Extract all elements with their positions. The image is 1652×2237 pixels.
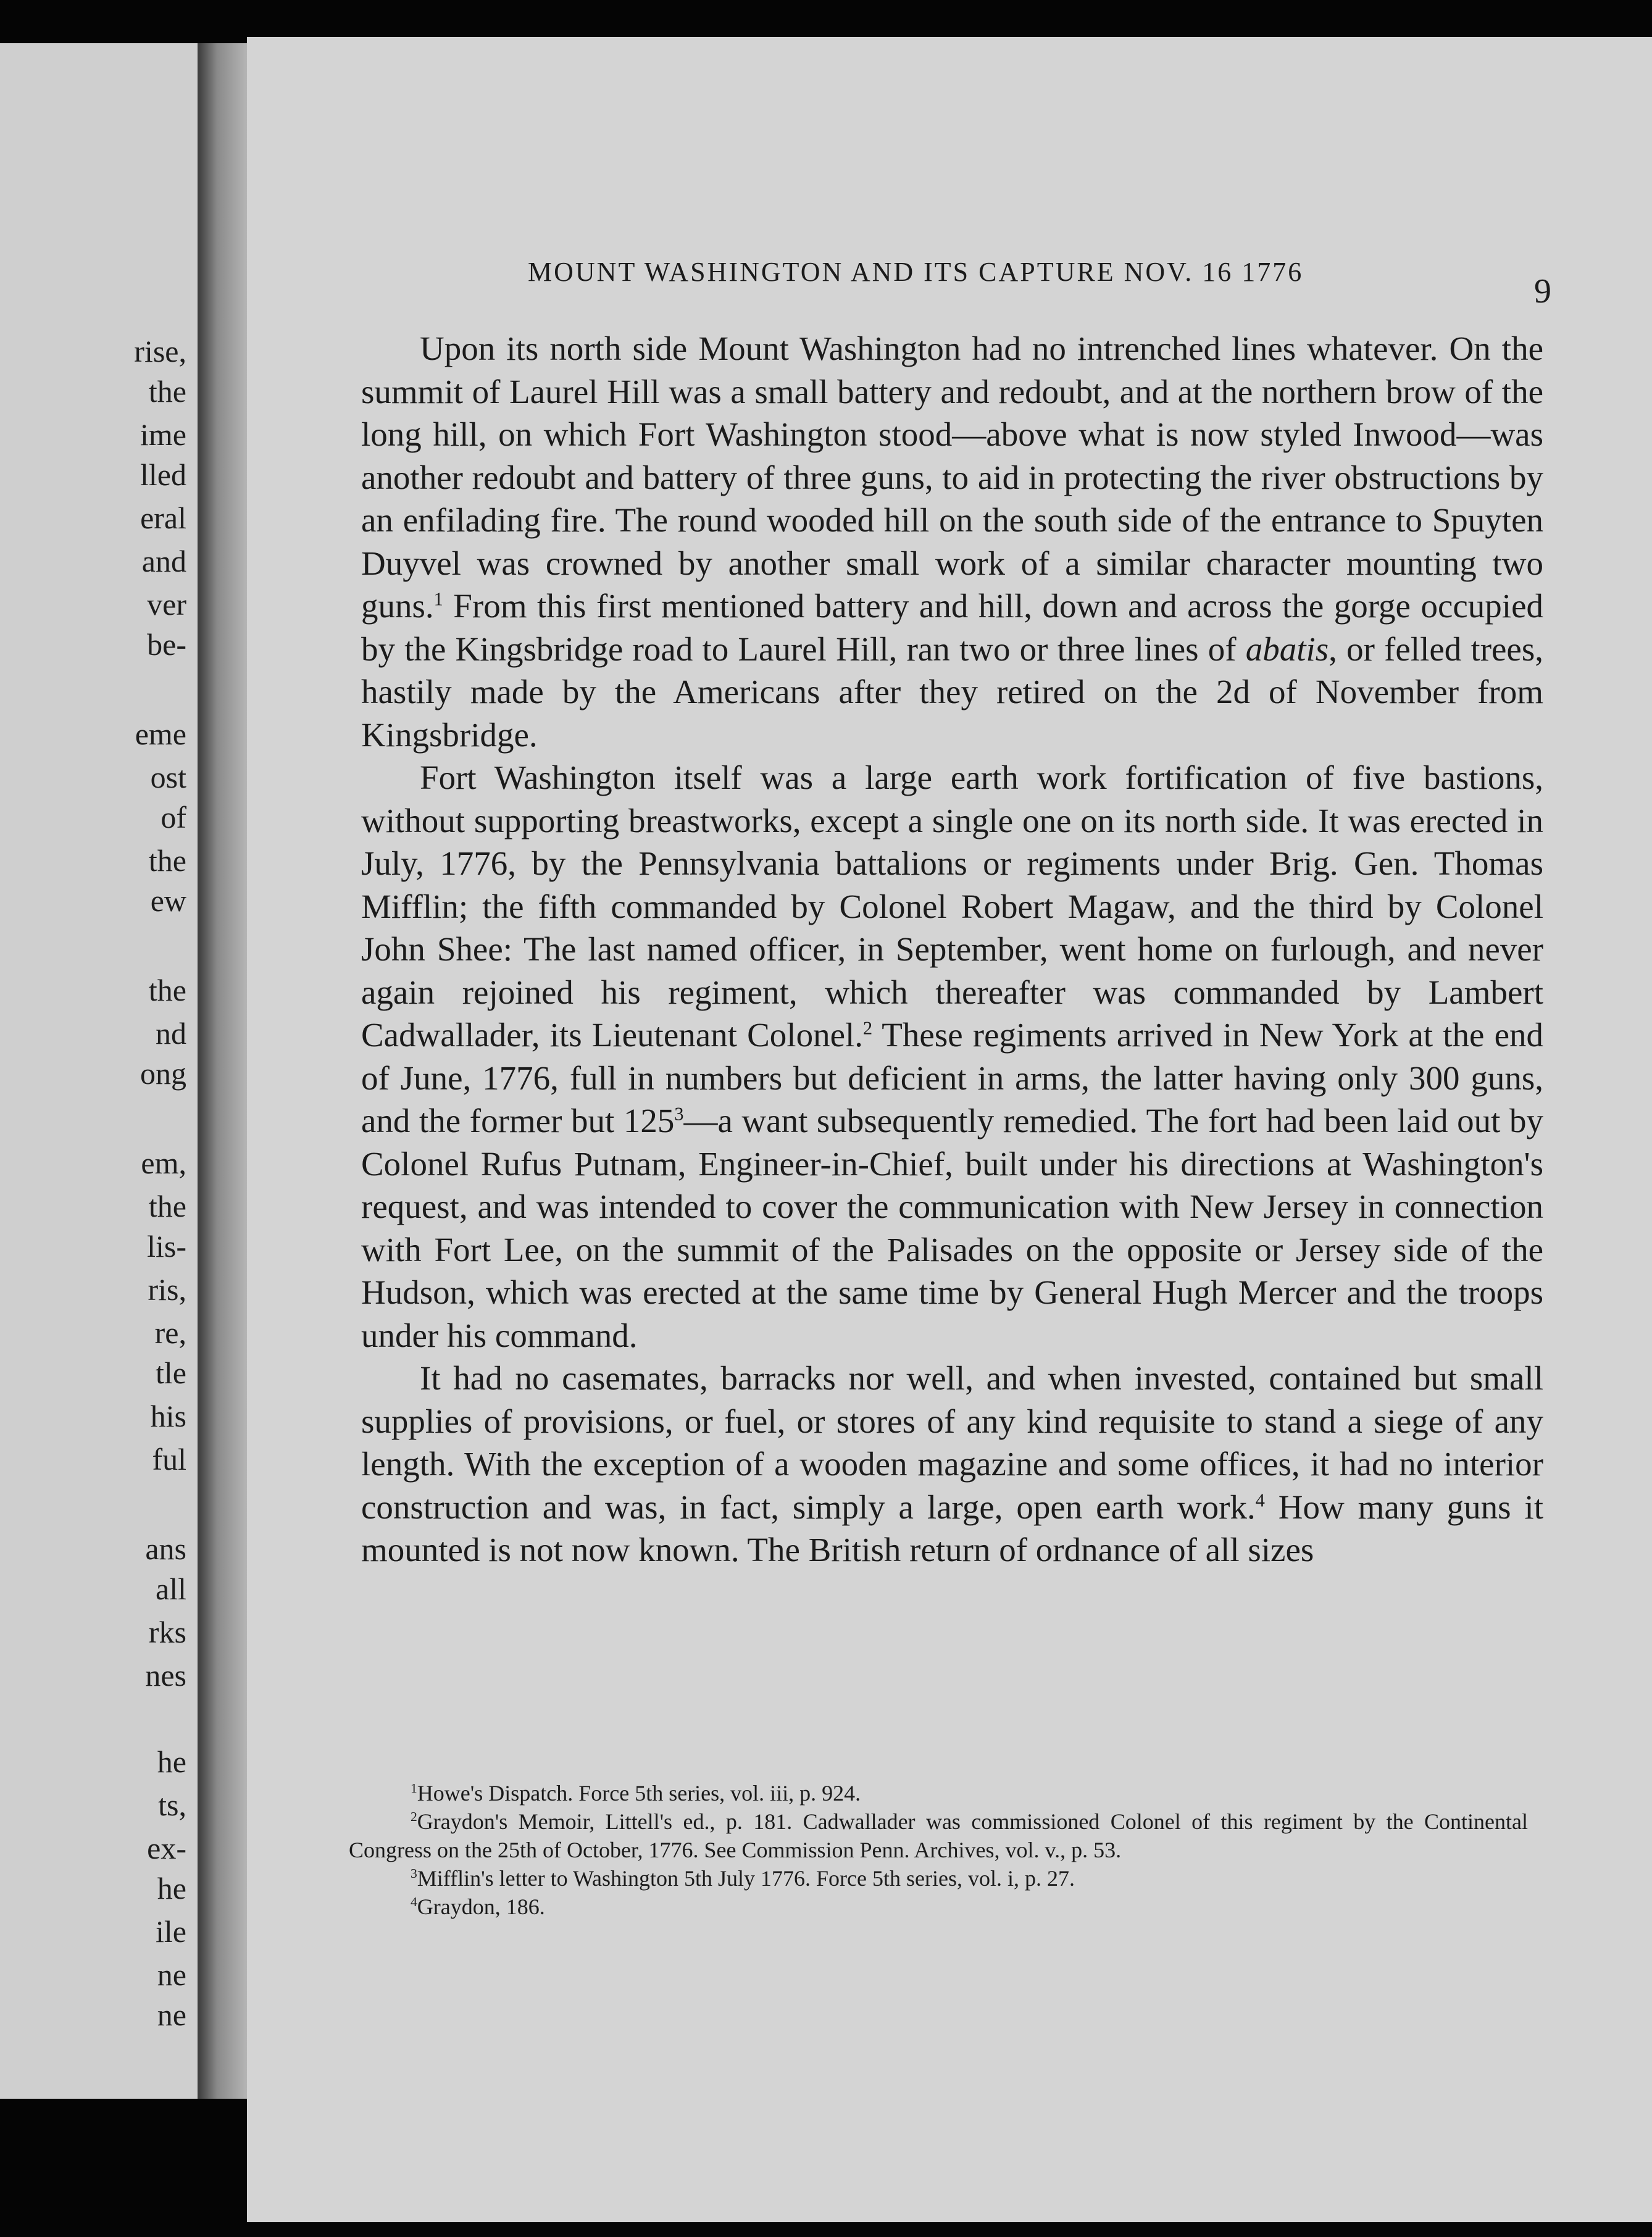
running-head: MOUNT WASHINGTON AND ITS CAPTURE NOV. 16 1776 — [528, 257, 1304, 287]
fragment: lis- — [147, 1229, 186, 1264]
footnote-number: 2 — [411, 1809, 417, 1824]
fragment: ne — [157, 1957, 186, 1992]
footnote-ref: 3 — [674, 1103, 684, 1125]
fragment: nd — [156, 1016, 186, 1051]
fragment: ime — [140, 417, 186, 452]
fragment: ans — [145, 1531, 186, 1566]
text-run: These regiments arrived in New York at the end of June, 1776, full in numbers but deficient in arms, the latter having only 300 guns, and the former but 125 — [361, 1016, 1543, 1139]
fragment: eme — [135, 717, 186, 751]
fragment: ex- — [147, 1831, 186, 1865]
text-run: Upon its north side Mount Washington had no intrenched lines whatever. On the summit of Laurel Hill was a small battery and redoubt, and at the northern brow of the long hill, on which Fort Washington stood—above what is now styled Inwood—was another redoubt and battery of three guns, to aid in protecting the river obstructions by an enfilading fire. The round wooded hill on the south side of the entrance to Spuyten Duyvel was crowned by another small work of a similar character mounting two guns. — [361, 330, 1543, 625]
fragment: rks — [148, 1615, 186, 1649]
fragment: of — [161, 800, 186, 835]
fragment: he — [157, 1744, 186, 1779]
footnote-number: 1 — [411, 1781, 417, 1796]
text-run: —a want subsequently remedied. The fort had been laid out by Colonel Rufus Putnam, Engineer-in-Chief, built under his directions at Washington's request, and was intended to cover the communication with New Jersey in connection with Fort Lee, on the summit of the Palisades on the opposite or Jersey side of the Hudson, which was erected at the same time by General Hugh Mercer and the troops under his command. — [361, 1102, 1543, 1354]
text-run: Fort Washington itself was a large earth work fortification of five bastions, without supporting breastworks, except a single one on its north side. It was erected in July, 1776, by the Pennsylvania battalions or regiments under Brig. Gen. Thomas Mifflin; the fifth commanded by Colonel Robert Magaw, and the third by Colonel John Shee: The last named officer, in September, went home on furlough, and never again rejoined his regiment, which thereafter was commanded by Lambert Cadwallader, its Lieutenant Colonel. — [361, 759, 1543, 1054]
fragment: ver — [147, 587, 186, 622]
footnote — [349, 1807, 1528, 1864]
footnotes — [349, 1779, 1528, 1921]
footnote-number: 3 — [411, 1866, 417, 1881]
fragment: ew — [150, 883, 186, 918]
fragment: em, — [141, 1146, 186, 1180]
footnote-text: Howe's Dispatch. Force 5th series, vol. iii, p. 924. — [417, 1781, 861, 1806]
fragment: ong — [140, 1056, 186, 1091]
fragment: the — [148, 1189, 186, 1223]
footnote-text: Graydon, 186. — [417, 1894, 545, 1919]
footnote-text: Graydon's Memoir, Littell's ed., p. 181. Cadwallader was commissioned Colonel of this regiment by the Continental Congress on the 25th of October, 1776. See Commission Penn. Archives, vol. v., p. 53. — [349, 1809, 1528, 1862]
paragraph — [361, 756, 1543, 1357]
footnote — [349, 1864, 1528, 1893]
fragment: ris, — [148, 1272, 186, 1307]
fragment: ile — [156, 1914, 186, 1949]
fragment: lled — [140, 457, 186, 492]
fragment: ts, — [158, 1788, 186, 1822]
fragment: ne — [157, 1997, 186, 2032]
book-gutter — [198, 43, 247, 2099]
footnote-ref: 4 — [1255, 1489, 1265, 1511]
footnote-number: 4 — [411, 1894, 417, 1909]
right-page — [247, 37, 1652, 2222]
text-run: How many guns it mounted is not now known. The British return of ordnance of all sizes — [361, 1488, 1543, 1568]
fragment: tle — [156, 1356, 186, 1390]
fragment: rise, — [134, 334, 186, 369]
footnote-text: Mifflin's letter to Washington 5th July 1776. Force 5th series, vol. i, p. 27. — [417, 1866, 1075, 1891]
footnote-ref: 2 — [863, 1017, 873, 1039]
footnote — [349, 1779, 1528, 1807]
footnote — [349, 1893, 1528, 1921]
fragment: and — [141, 544, 186, 578]
fragment: his — [150, 1399, 186, 1433]
fragment: the — [148, 374, 186, 409]
italic-term: abatis — [1245, 630, 1329, 668]
text-run: , or felled trees, hastily made by the Americans after they retired on the 2d of November from Kingsbridge. — [361, 630, 1543, 754]
paragraph — [361, 1357, 1543, 1572]
page-number: 9 — [1534, 272, 1551, 310]
fragment: nes — [145, 1658, 186, 1693]
left-page-edge — [0, 43, 198, 2099]
fragment: re, — [154, 1315, 186, 1350]
paragraph — [361, 327, 1543, 756]
text-run: From this first mentioned battery and hill, down and across the gorge occupied by the Kingsbridge road to Laurel Hill, ran two or three lines of — [361, 587, 1543, 668]
fragment: be- — [147, 627, 186, 662]
fragment: ost — [150, 760, 186, 794]
fragment: eral — [140, 501, 186, 535]
text-run: It had no casemates, barracks nor well, and when invested, contained but small supplies of provisions, or fuel, or stores of any kind requisite to stand a siege of any length. With the exception of a wooden magazine and some offices, it had no interior construction and was, in fact, simply a large, open earth work. — [361, 1359, 1543, 1526]
fragment: all — [156, 1572, 186, 1606]
footnote-ref: 1 — [433, 588, 443, 610]
fragment: the — [148, 973, 186, 1007]
fragment: he — [157, 1871, 186, 1906]
fragment: the — [148, 843, 186, 878]
body-text — [361, 327, 1543, 1572]
fragment: ful — [152, 1442, 186, 1477]
